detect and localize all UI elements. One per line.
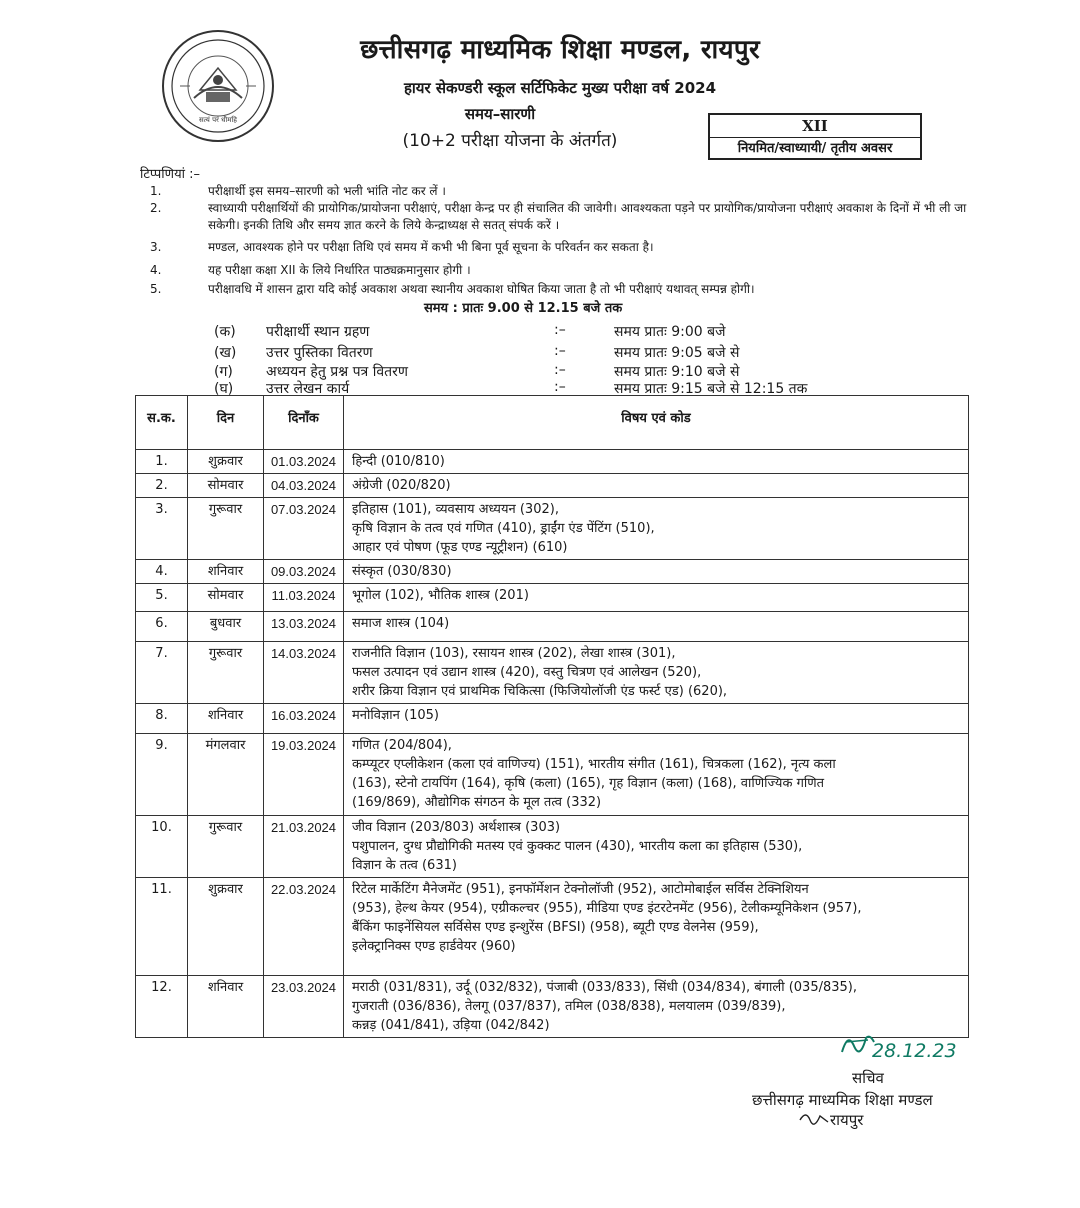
- subject-line: राजनीति विज्ञान (103), रसायन शास्त्र (202), लेखा शास्त्र (301),: [352, 646, 676, 661]
- row-sno: 6.: [136, 612, 188, 642]
- row-day: शनिवार: [188, 976, 264, 1038]
- subject-line: गणित (204/804),: [352, 738, 452, 753]
- schedule-label: (ग): [214, 364, 233, 380]
- schedule-separator: :–: [554, 379, 566, 395]
- subject-line: गुजराती (036/836), तेलगू (037/837), तमिल (038/838), मलयालम (039/839),: [352, 999, 786, 1014]
- row-sno: 11.: [136, 878, 188, 976]
- row-date: 14.03.2024: [264, 642, 344, 704]
- row-sno: 2.: [136, 474, 188, 498]
- row-subjects: [344, 642, 969, 704]
- table-row: [136, 450, 969, 474]
- row-date: 04.03.2024: [264, 474, 344, 498]
- schedule-label: (घ): [214, 381, 234, 397]
- row-subjects: [344, 704, 969, 734]
- table-row: [136, 498, 969, 560]
- note-number: 3.: [150, 240, 162, 254]
- schedule-label: (ख): [214, 345, 237, 361]
- schedule-time: समय प्रातः 9:10 बजे से: [614, 364, 740, 380]
- table-row: [136, 878, 969, 976]
- row-date: 19.03.2024: [264, 734, 344, 816]
- signatory-board: छत्तीसगढ़ माध्यमिक शिक्षा मण्डल: [752, 1091, 933, 1109]
- row-day: शनिवार: [188, 704, 264, 734]
- table-row: [136, 560, 969, 584]
- row-subjects: [344, 878, 969, 976]
- schedule-time: समय प्रातः 9:05 बजे से: [614, 345, 740, 361]
- table-row: [136, 642, 969, 704]
- subject-line: (163), स्टेनो टायपिंग (164), कृषि (कला) (165), गृह विज्ञान (कला) (168), वाणिज्यिक गणित: [352, 776, 825, 791]
- table-row: [136, 584, 969, 612]
- table-row: [136, 612, 969, 642]
- subject-line: समाज शास्त्र (104): [352, 616, 450, 631]
- subject-line: अंग्रेजी (020/820): [352, 478, 451, 493]
- note-number: 5.: [150, 282, 162, 296]
- schedule-activity: परीक्षार्थी स्थान ग्रहण: [266, 324, 370, 340]
- schedule-separator: :–: [554, 322, 566, 338]
- row-subjects: [344, 560, 969, 584]
- row-date: 23.03.2024: [264, 976, 344, 1038]
- header-sno: स.क.: [136, 396, 188, 450]
- schedule-time: समय प्रातः 9:00 बजे: [614, 324, 726, 340]
- subject-line: मनोविज्ञान (105): [352, 708, 439, 723]
- row-day: गुरूवार: [188, 816, 264, 878]
- exam-schedule-table: [135, 395, 969, 1038]
- signature-date: 28.12.23: [872, 1040, 957, 1062]
- row-date: 16.03.2024: [264, 704, 344, 734]
- row-sno: 3.: [136, 498, 188, 560]
- row-sno: 12.: [136, 976, 188, 1038]
- signatory-city: रायपुर: [830, 1111, 864, 1129]
- row-sno: 10.: [136, 816, 188, 878]
- row-date: 01.03.2024: [264, 450, 344, 474]
- subject-line: हिन्दी (010/810): [352, 454, 445, 469]
- subject-line: विज्ञान के तत्व (631): [352, 858, 457, 873]
- row-day: शुक्रवार: [188, 450, 264, 474]
- row-subjects: [344, 816, 969, 878]
- subject-line: आहार एवं पोषण (फूड एण्ड न्यूट्रीशन) (610): [352, 540, 568, 555]
- row-sno: 8.: [136, 704, 188, 734]
- row-subjects: [344, 612, 969, 642]
- row-sno: 5.: [136, 584, 188, 612]
- subject-line: (953), हेल्थ केयर (954), एग्रीकल्चर (955), मीडिया एण्ड इंटरटेनमेंट (956), टेलीकम्यूनिकेशन (957),: [352, 901, 862, 916]
- row-subjects: [344, 450, 969, 474]
- subject-line: भूगोल (102), भौतिक शास्त्र (201): [352, 588, 529, 603]
- subject-line: कन्नड़ (041/841), उड़िया (042/842): [352, 1018, 550, 1033]
- row-date: 07.03.2024: [264, 498, 344, 560]
- table-row: [136, 816, 969, 878]
- row-sno: 1.: [136, 450, 188, 474]
- subject-line: जीव विज्ञान (203/803) अर्थशास्त्र (303): [352, 820, 561, 835]
- schedule-time: समय प्रातः 9:15 बजे से 12:15 तक: [614, 381, 808, 397]
- schedule-activity: उत्तर पुस्तिका वितरण: [266, 345, 373, 361]
- table-row: [136, 704, 969, 734]
- schedule-separator: :–: [554, 343, 566, 359]
- row-date: 09.03.2024: [264, 560, 344, 584]
- header-day: दिन: [188, 396, 264, 450]
- class-label: XII: [710, 115, 920, 138]
- subject-line: फसल उत्पादन एवं उद्यान शास्त्र (420), वस्तु चित्रण एवं आलेखन (520),: [352, 665, 702, 680]
- row-subjects: [344, 734, 969, 816]
- table-row: [136, 734, 969, 816]
- timetable-heading: समय–सारणी: [464, 105, 536, 123]
- note-text: स्वाध्यायी परीक्षार्थियों की प्रायोगिक/प्रायोजना परीक्षाएं, परीक्षा केन्द्र पर ही संचालित की जावेगी। आवश्यकता पड़ने पर प्रायोगिक/प्रायोजना परीक्षाएं अवकाश के दिनों में भी ली जा सकेगी। इनकी तिथि और समय ज्ञात करने के लिये केन्द्राध्यक्ष से सतत् संपर्क करें ।: [208, 201, 967, 232]
- schedule-activity: उत्तर लेखन कार्य: [266, 381, 350, 397]
- schedule-separator: :–: [554, 362, 566, 378]
- row-day: मंगलवार: [188, 734, 264, 816]
- board-title: छत्तीसगढ़ माध्यमिक शिक्षा मण्डल, रायपुर: [360, 35, 760, 65]
- subject-line: मराठी (031/831), उर्दू (032/832), पंजाबी (033/833), सिंधी (034/834), बंगाली (035/835),: [352, 980, 857, 995]
- row-day: बुधवार: [188, 612, 264, 642]
- row-date: 22.03.2024: [264, 878, 344, 976]
- table-header-row: [136, 396, 969, 450]
- note-text: मण्डल, आवश्यक होने पर परीक्षा तिथि एवं समय में कभी भी बिना पूर्व सूचना के परिवर्तन कर सकता है।: [208, 240, 654, 254]
- row-subjects: [344, 474, 969, 498]
- row-date: 13.03.2024: [264, 612, 344, 642]
- signatory-designation: सचिव: [852, 1069, 884, 1087]
- exam-subtitle: हायर सेकण्डरी स्कूल सर्टिफिकेट मुख्य परीक्षा वर्ष 2024: [403, 79, 717, 97]
- row-day: शनिवार: [188, 560, 264, 584]
- note-text: परीक्षार्थी इस समय–सारणी को भली भांति नोट कर लें ।: [208, 184, 446, 198]
- initial-scribble-icon: [798, 1108, 830, 1130]
- row-day: सोमवार: [188, 474, 264, 498]
- exam-scheme: (10+2 परीक्षा योजना के अंतर्गत): [402, 131, 618, 151]
- subject-line: कम्प्यूटर एप्लीकेशन (कला एवं वाणिज्य) (151), भारतीय संगीत (161), चित्रकला (162), नृत्य कला: [352, 757, 836, 772]
- header-subject: विषय एवं कोड: [344, 396, 969, 450]
- subject-line: (169/869), औद्योगिक संगठन के मूल तत्व (332): [352, 795, 602, 810]
- row-sno: 9.: [136, 734, 188, 816]
- notes-heading: टिप्पणियां :–: [140, 167, 200, 182]
- board-seal-icon: [160, 28, 276, 144]
- subject-line: शरीर क्रिया विज्ञान एवं प्राथमिक चिकित्सा (फिजियोलॉजी एंड फर्स्ट एड) (620),: [352, 684, 728, 699]
- row-subjects: [344, 584, 969, 612]
- candidate-category: नियमित/स्वाध्यायी/ तृतीय अवसर: [737, 141, 893, 156]
- row-date: 21.03.2024: [264, 816, 344, 878]
- row-sno: 7.: [136, 642, 188, 704]
- schedule-activity: अध्ययन हेतु प्रश्न पत्र वितरण: [266, 364, 408, 380]
- row-day: सोमवार: [188, 584, 264, 612]
- subject-line: रिटेल मार्केटिंग मैनेजमेंट (951), इनफॉर्मेशन टेक्नोलॉजी (952), आटोमोबाईल सर्विस टेक्निशियन: [352, 882, 809, 897]
- subject-line: कृषि विज्ञान के तत्व एवं गणित (410), ड्राईंग एंड पेंटिंग (510),: [352, 521, 655, 536]
- row-subjects: [344, 498, 969, 560]
- seal-motto: सत्यं परं धीमहि: [199, 116, 237, 124]
- note-number: 4.: [150, 263, 162, 277]
- subject-line: इतिहास (101), व्यवसाय अध्ययन (302),: [352, 502, 559, 517]
- row-date: 11.03.2024: [264, 584, 344, 612]
- note-text: परीक्षावधि में शासन द्वारा यदि कोई अवकाश अथवा स्थानीय अवकाश घोषित किया जाता है तो भी परीक्षाएं यथावत् सम्पन्न होगी।: [208, 282, 755, 296]
- subject-line: बैंकिंग फाइनेंसियल सर्विसेस एण्ड इन्शुरेंस (BFSI) (958), ब्यूटी एण्ड वेलनेस (959),: [352, 920, 759, 935]
- exam-time: समय : प्रातः 9.00 से 12.15 बजे तक: [424, 301, 623, 316]
- subject-line: संस्कृत (030/830): [352, 564, 452, 579]
- note-number: 1.: [150, 184, 162, 198]
- header-date: दिनाँक: [264, 396, 344, 450]
- class-box: [708, 113, 922, 160]
- row-day: गुरूवार: [188, 642, 264, 704]
- table-row: [136, 474, 969, 498]
- row-day: गुरूवार: [188, 498, 264, 560]
- note-text: यह परीक्षा कक्षा XII के लिये निर्धारित पाठ्यक्रमानुसार होगी ।: [208, 263, 471, 277]
- row-sno: 4.: [136, 560, 188, 584]
- schedule-label: (क): [214, 324, 236, 340]
- subject-line: इलेक्ट्रानिक्स एण्ड हार्डवेयर (960): [352, 939, 516, 954]
- subject-line: पशुपालन, दुग्ध प्रौद्योगिकी मतस्य एवं कुक्कट पालन (430), भारतीय कला का इतिहास (530),: [352, 839, 803, 854]
- row-day: शुक्रवार: [188, 878, 264, 976]
- note-number: 2.: [150, 201, 162, 215]
